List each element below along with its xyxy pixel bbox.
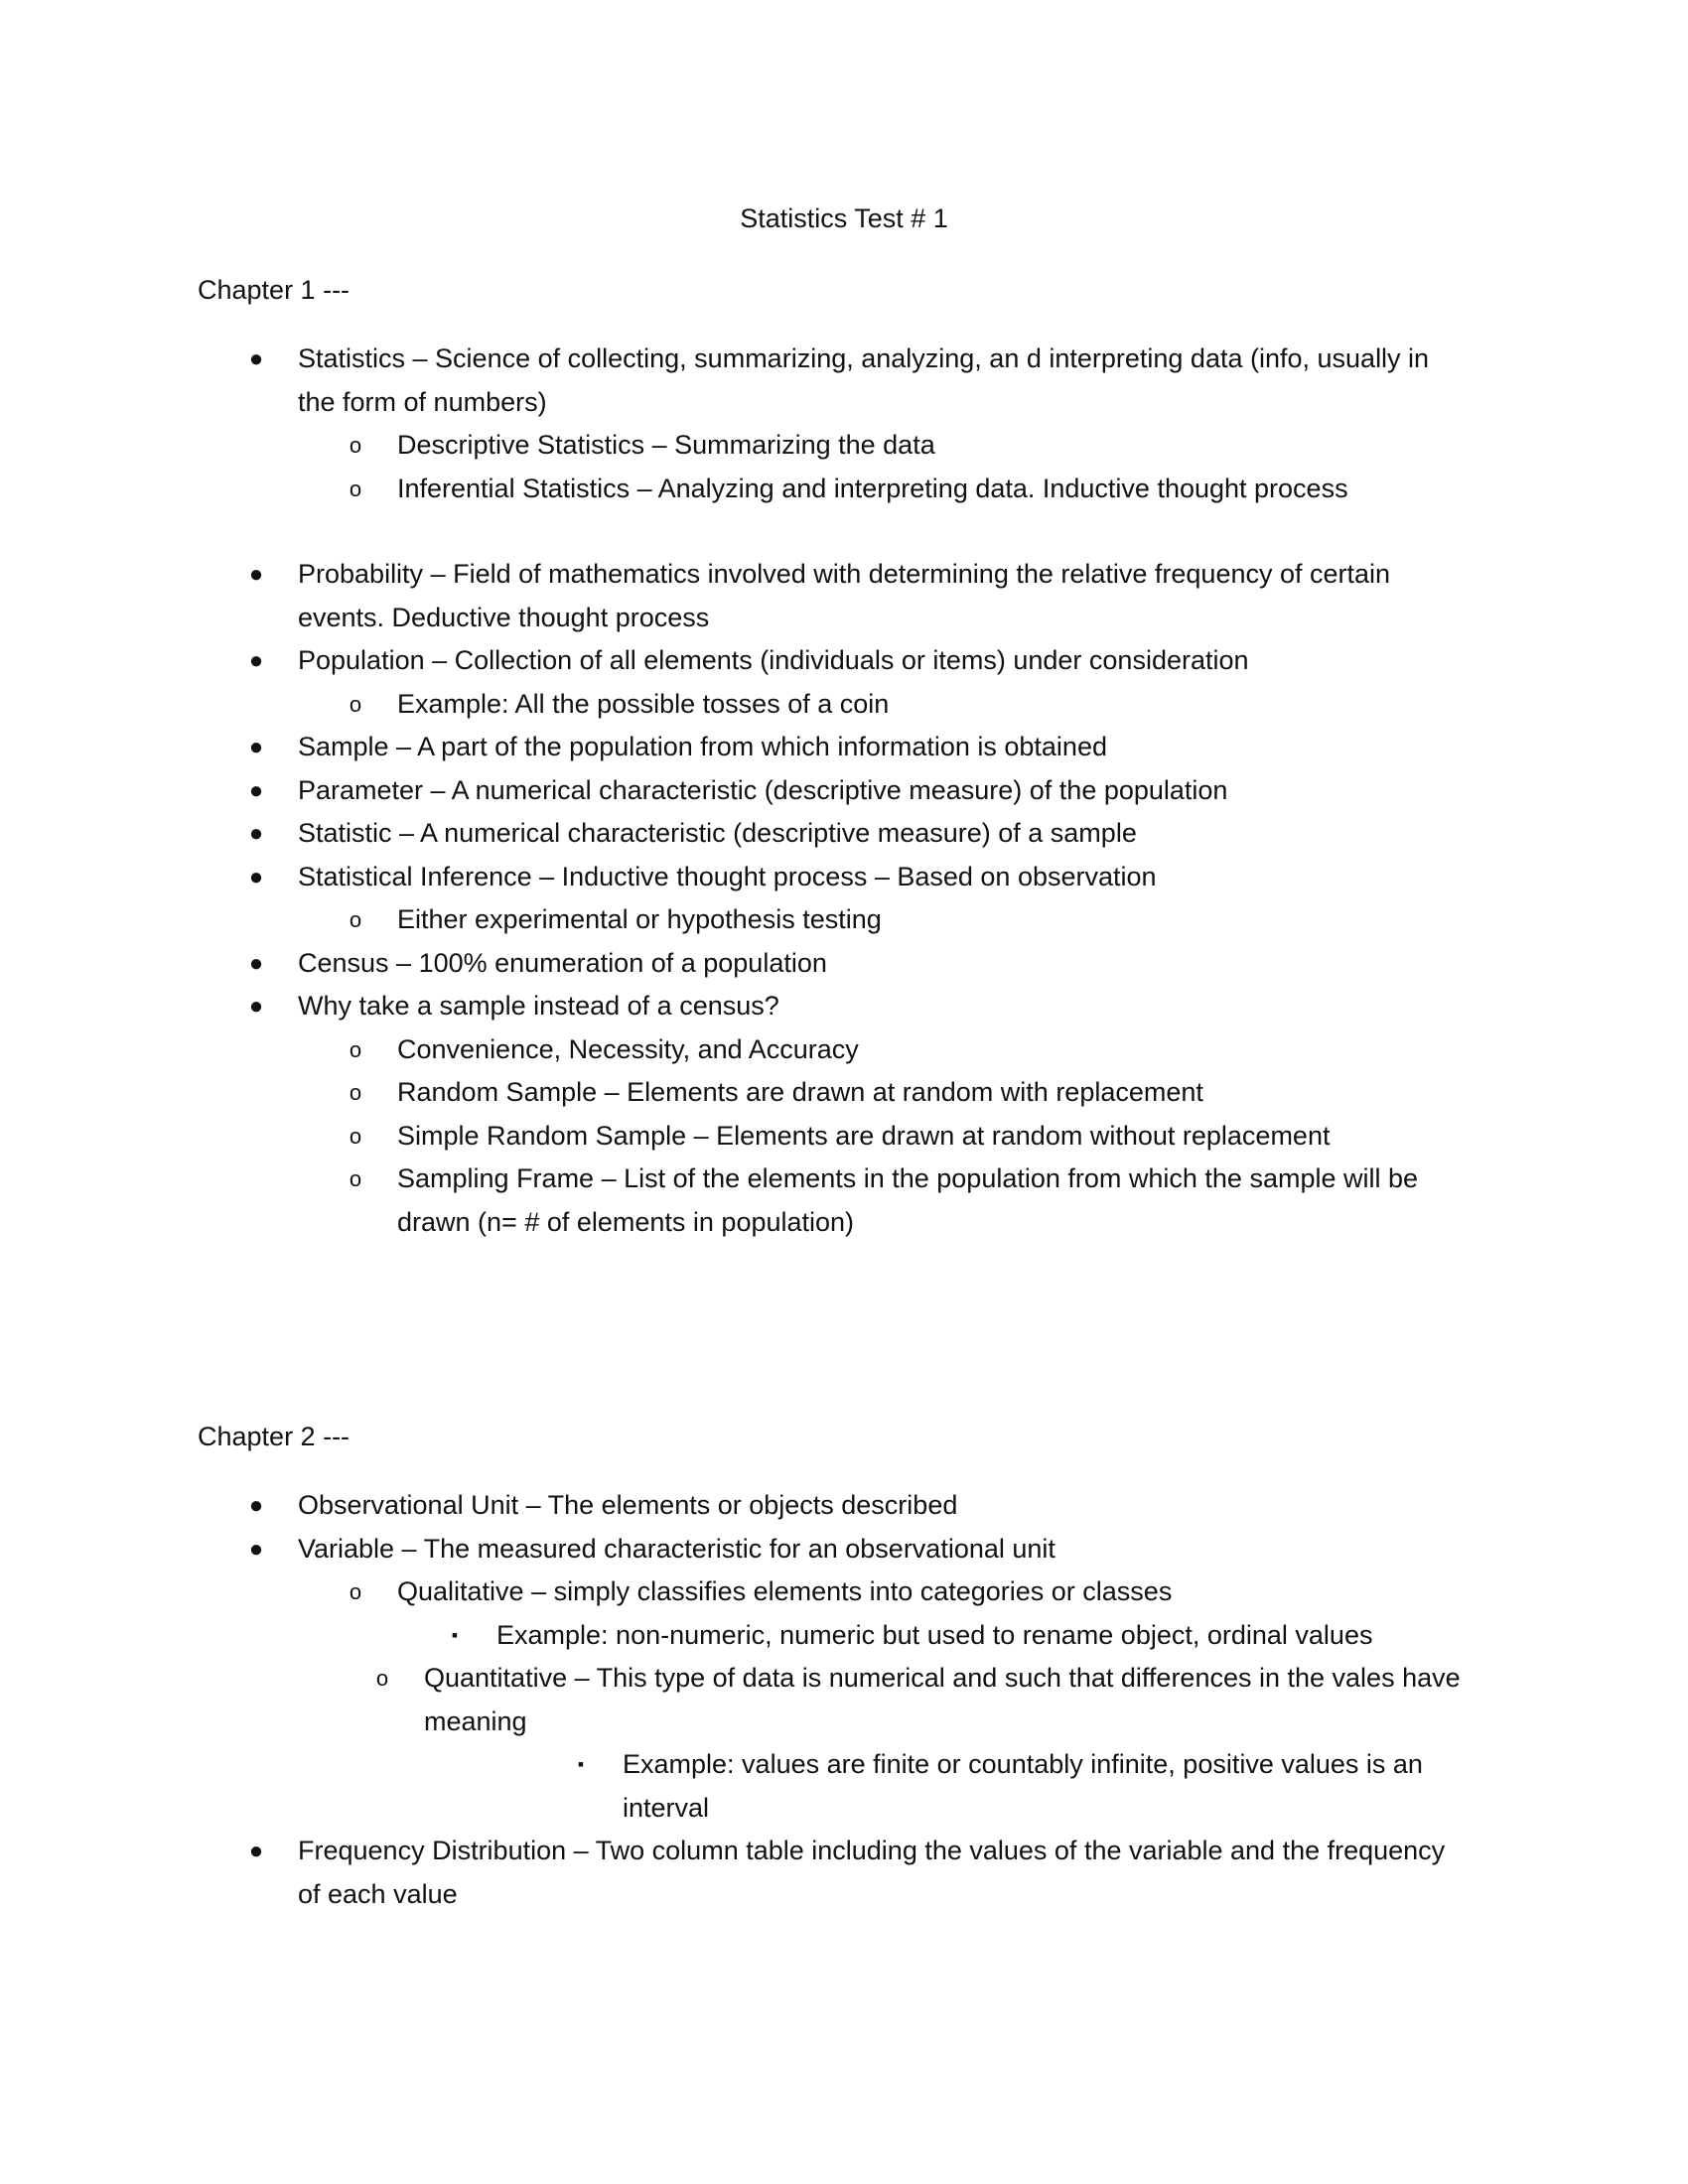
circle-bullet-icon: o bbox=[349, 1123, 362, 1149]
bullet-icon: ● bbox=[248, 949, 264, 977]
chapter-1-list bbox=[0, 338, 1688, 1244]
item-text: Why take a sample instead of a census? bbox=[298, 991, 779, 1021]
circle-bullet-icon: o bbox=[349, 1166, 362, 1191]
list-item bbox=[248, 985, 1470, 1028]
chapter-2-heading: Chapter 2 --- bbox=[198, 1422, 351, 1451]
item-text: Simple Random Sample – Elements are drawn at random without replacement bbox=[397, 1120, 1331, 1151]
item-text: Statistical Inference – Inductive thought process – Based on observation bbox=[298, 861, 1157, 891]
list-item bbox=[349, 468, 1470, 511]
list-item bbox=[248, 1528, 1470, 1571]
item-text: Probability – Field of mathematics involved with determining the relative frequency of certain events. Deductive thought process bbox=[298, 559, 1391, 632]
item-text: Example: non-numeric, numeric but used to rename object, ordinal values bbox=[496, 1619, 1373, 1650]
item-text: Statistic – A numerical characteristic (descriptive measure) of a sample bbox=[298, 818, 1137, 848]
item-text: Population – Collection of all elements (individuals or items) under consideration bbox=[298, 645, 1249, 675]
list-item bbox=[451, 1614, 1470, 1658]
page-title: Statistics Test # 1 bbox=[740, 204, 948, 233]
bullet-icon: ● bbox=[248, 734, 264, 760]
item-text: Observational Unit – The elements or objects described bbox=[298, 1490, 958, 1520]
list-item bbox=[248, 338, 1470, 424]
item-text: Frequency Distribution – Two column table including the values of the variable and the frequency of each value bbox=[298, 1836, 1446, 1909]
list-item bbox=[248, 639, 1470, 683]
list-item bbox=[248, 769, 1470, 813]
list-item bbox=[349, 1158, 1470, 1244]
list-item bbox=[375, 1657, 1470, 1743]
item-text: Descriptive Statistics – Summarizing the data bbox=[397, 430, 935, 460]
bullet-icon: ● bbox=[248, 820, 264, 847]
item-text: Inferential Statistics – Analyzing and interpreting data. Inductive thought process bbox=[397, 473, 1348, 503]
item-text: Qualitative – simply classifies elements into categories or classes bbox=[397, 1576, 1173, 1606]
item-text: Sampling Frame – List of the elements in the population from which the sample will be drawn (n= # of elements in population) bbox=[397, 1163, 1419, 1237]
bullet-icon: ● bbox=[248, 1838, 264, 1864]
bullet-icon: ● bbox=[248, 993, 264, 1020]
item-text: Convenience, Necessity, and Accuracy bbox=[397, 1033, 859, 1064]
bullet-icon: ● bbox=[248, 776, 264, 804]
bullet-icon: ● bbox=[248, 863, 264, 890]
square-bullet-icon: ▪ bbox=[451, 1624, 459, 1645]
circle-bullet-icon: o bbox=[349, 1579, 362, 1604]
bullet-icon: ● bbox=[248, 345, 264, 372]
list-item bbox=[248, 1484, 1470, 1528]
bullet-icon: ● bbox=[248, 561, 264, 588]
item-text: Statistics – Science of collecting, summarizing, analyzing, an d interpreting data (info, usually in the form of numbers) bbox=[298, 343, 1430, 417]
item-text: Variable – The measured characteristic for an observational unit bbox=[298, 1533, 1055, 1564]
list-item bbox=[248, 1830, 1470, 1916]
list-item bbox=[349, 1115, 1470, 1159]
chapter-1-heading: Chapter 1 --- bbox=[198, 275, 351, 305]
item-text: Parameter – A numerical characteristic (descriptive measure) of the population bbox=[298, 774, 1228, 805]
list-item bbox=[248, 726, 1470, 769]
list-item bbox=[248, 553, 1470, 639]
bullet-icon: ● bbox=[248, 1535, 264, 1563]
list-item bbox=[349, 424, 1470, 468]
list-item bbox=[577, 1743, 1470, 1830]
square-bullet-icon: ▪ bbox=[577, 1754, 585, 1774]
item-text: Random Sample – Elements are drawn at random with replacement bbox=[397, 1077, 1203, 1107]
item-text: Example: All the possible tosses of a coin bbox=[397, 688, 890, 719]
circle-bullet-icon: o bbox=[349, 691, 362, 717]
circle-bullet-icon: o bbox=[349, 907, 362, 932]
list-item bbox=[349, 1028, 1470, 1072]
circle-bullet-icon: o bbox=[349, 1036, 362, 1062]
list-item bbox=[349, 898, 1470, 942]
chapter-2-list bbox=[0, 1484, 1688, 1916]
item-text: Census – 100% enumeration of a population bbox=[298, 947, 827, 978]
item-text: Quantitative – This type of data is numerical and such that differences in the vales have meaning bbox=[424, 1663, 1461, 1736]
circle-bullet-icon: o bbox=[349, 1080, 362, 1105]
spacer bbox=[0, 510, 1688, 553]
bullet-icon: ● bbox=[248, 647, 264, 674]
list-item bbox=[248, 812, 1470, 856]
item-text: Either experimental or hypothesis testing bbox=[397, 904, 882, 934]
list-item bbox=[248, 856, 1470, 899]
circle-bullet-icon: o bbox=[375, 1666, 389, 1691]
list-item bbox=[349, 683, 1470, 727]
list-item bbox=[349, 1570, 1470, 1614]
circle-bullet-icon: o bbox=[349, 433, 362, 458]
bullet-icon: ● bbox=[248, 1492, 264, 1519]
item-text: Sample – A part of the population from which information is obtained bbox=[298, 732, 1107, 761]
list-item bbox=[349, 1071, 1470, 1115]
circle-bullet-icon: o bbox=[349, 476, 362, 501]
item-text: Example: values are finite or countably infinite, positive values is an interval bbox=[623, 1749, 1423, 1823]
list-item bbox=[248, 942, 1470, 986]
